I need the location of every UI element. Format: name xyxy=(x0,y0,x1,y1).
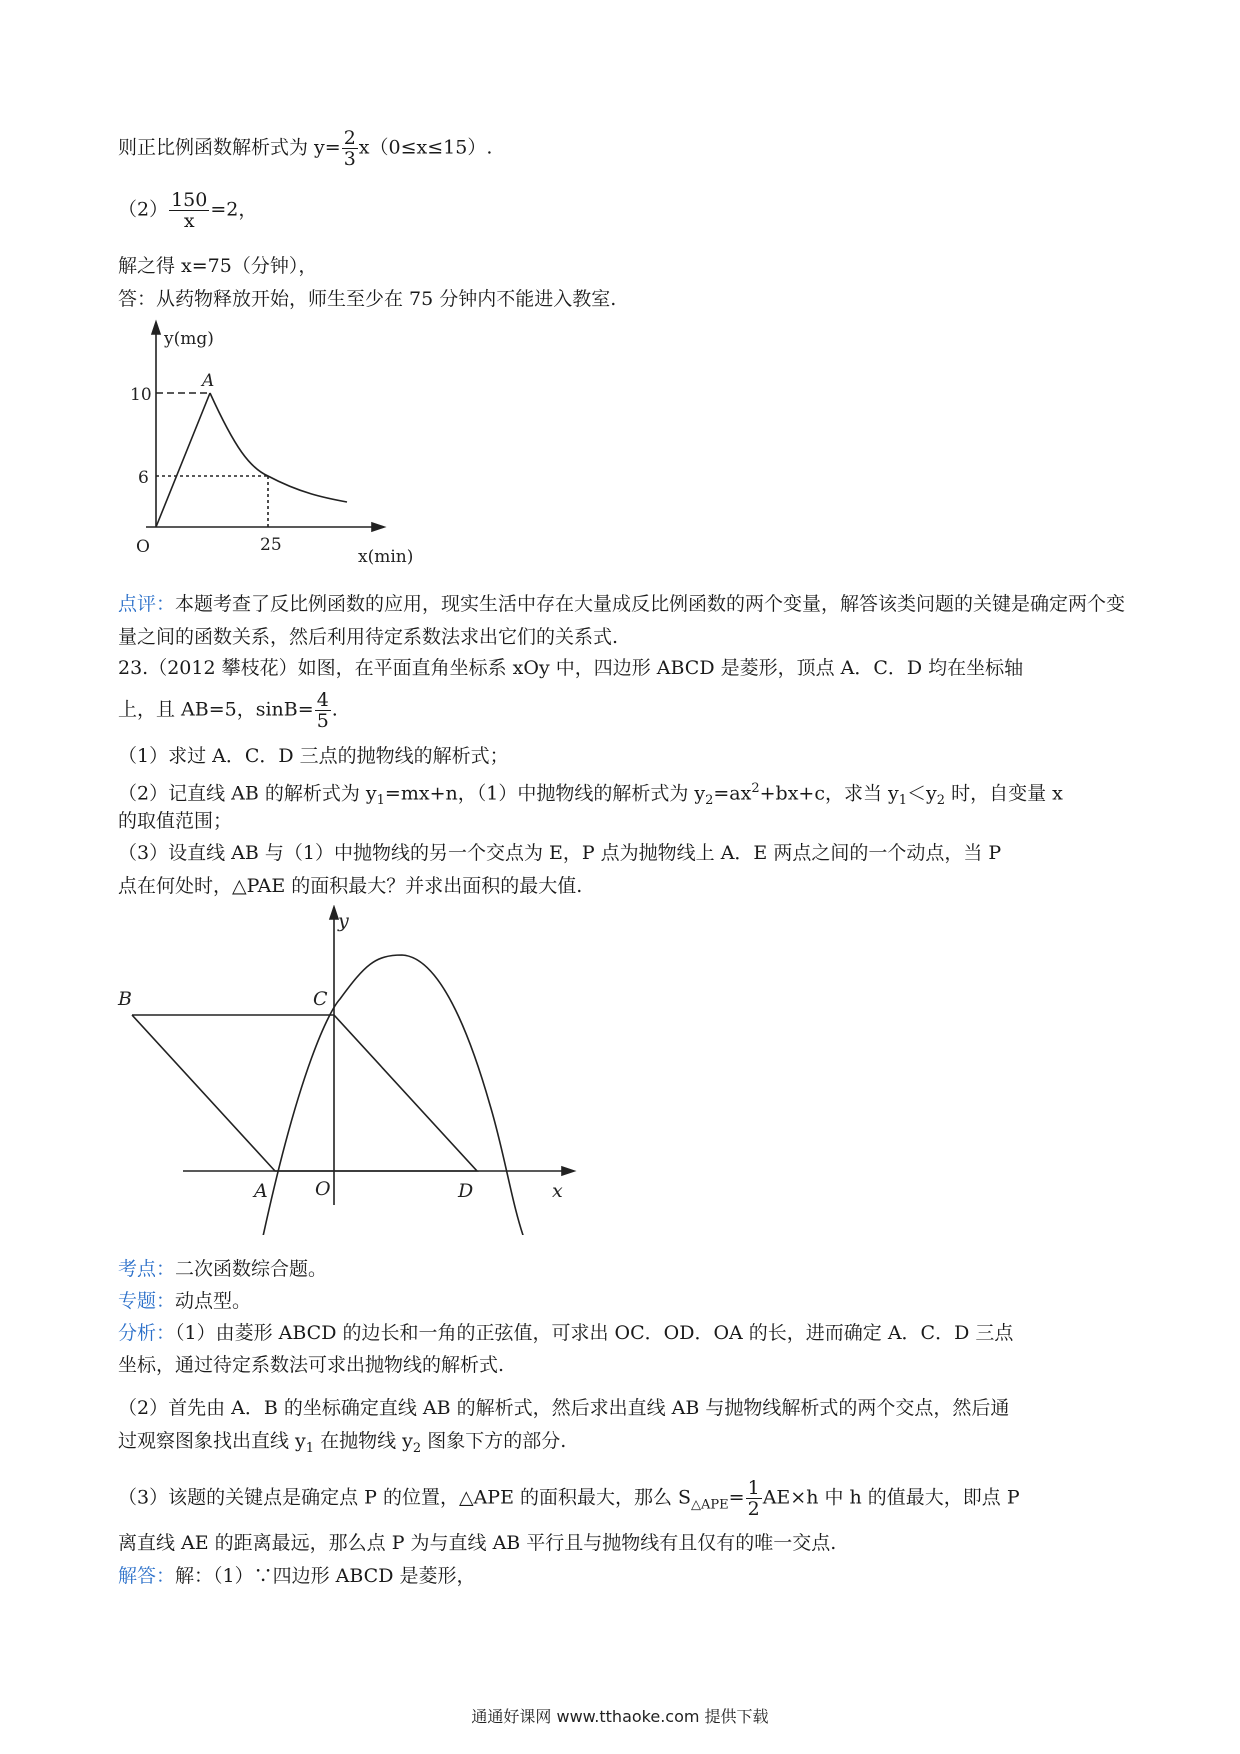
origin-label: O xyxy=(315,1178,331,1200)
x-axis-label: x xyxy=(552,1180,563,1202)
fraction: $\frac{4}{5}$ xyxy=(316,689,329,732)
subscript: 2 xyxy=(705,793,714,809)
question-line-1: 23.（2012 攀枝花）如图，在平面直角坐标系 xOy 中，四边形 ABCD 是菱形，顶点 A．C．D 均在坐标轴 xyxy=(118,657,1024,679)
parabola xyxy=(262,955,525,1235)
y-axis-label: y xyxy=(338,910,349,932)
y-tick-6: 6 xyxy=(138,468,149,488)
point-c-label: C xyxy=(313,988,328,1010)
text-segment: AE×h 中 h 的值最大，即点 P xyxy=(762,1486,1020,1509)
answer-line: 答：从药物释放开始，师生至少在 75 分钟内不能进入教室. xyxy=(118,288,617,310)
comment-label: 点评： xyxy=(118,593,176,615)
text-segment: = xyxy=(728,1486,745,1509)
y-axis-label: y(mg) xyxy=(164,329,214,349)
subscript: 1 xyxy=(376,793,385,809)
fenxi-line-1 xyxy=(118,1320,1013,1346)
rising-segment xyxy=(156,393,210,527)
text-segment: （2）记直线 AB 的解析式为 y xyxy=(118,782,377,805)
x-axis-arrow xyxy=(372,523,384,531)
rhombus-parabola-graph xyxy=(110,905,580,1235)
zhuanti-line xyxy=(118,1288,251,1314)
subquestion-3-cont: 点在何处时，△PAE 的面积最大？并求出面积的最大值. xyxy=(118,875,583,897)
text-segment: （3）该题的关键点是确定点 P 的位置，△APE 的面积最大，那么 S xyxy=(118,1486,692,1509)
y-axis-arrow xyxy=(330,907,338,919)
subquestion-2 xyxy=(118,776,1063,814)
solution-line: 解之得 x=75（分钟）， xyxy=(118,255,318,277)
point-d-label: D xyxy=(458,1180,474,1202)
text-segment: =mx+n，（1）中抛物线的解析式为 y xyxy=(384,782,706,805)
jieda-line xyxy=(118,1563,476,1589)
subquestion-2-cont: 的取值范围； xyxy=(118,810,233,832)
point-a-label: A xyxy=(202,371,215,391)
text-segment: =ax xyxy=(713,782,752,805)
y-tick-10: 10 xyxy=(130,385,152,405)
x-axis-arrow xyxy=(562,1167,574,1175)
text-segment: 在抛物线 y xyxy=(314,1430,413,1452)
comment-text: 本题考查了反比例函数的应用，现实生活中存在大量成反比例函数的两个变量，解答该类问题的关键是确定两个变量之间的函数关系，然后利用待定系数法求出它们的关系式. xyxy=(118,593,1126,648)
text-segment: 过观察图象找出直线 y xyxy=(118,1430,306,1452)
subscript: △APE xyxy=(691,1497,729,1513)
point-b-label: B xyxy=(118,988,132,1010)
zhuanti-label: 专题： xyxy=(118,1290,176,1312)
subquestion-3: （3）设直线 AB 与（1）中抛物线的另一个交点为 E，P 点为抛物线上 A．E 两点之间的一个动点，当 P xyxy=(118,842,1002,864)
jieda-label: 解答： xyxy=(118,1565,176,1587)
x-axis-label: x(min) xyxy=(358,547,414,567)
subscript: 1 xyxy=(898,793,908,809)
decay-curve xyxy=(210,393,347,502)
text-segment: =2， xyxy=(210,198,258,221)
superscript: 2 xyxy=(751,781,760,796)
text-segment: （2） xyxy=(118,198,169,221)
origin-label: O xyxy=(136,537,150,557)
fenxi-line-6: 离直线 AE 的距离最远，那么点 P 为与直线 AB 平行且与抛物线有且仅有的唯一交点. xyxy=(118,1532,837,1554)
fraction: $\frac{150}{x}$ xyxy=(171,189,208,232)
subscript: 2 xyxy=(936,793,946,809)
fenxi-line-3: （2）首先由 A．B 的坐标确定直线 AB 的解析式，然后求出直线 AB 与抛物线解析式的两个交点，然后通 xyxy=(118,1397,1010,1419)
fenxi-line-4 xyxy=(118,1428,566,1462)
fenxi-label: 分析： xyxy=(118,1322,176,1344)
zhuanti-text: 动点型。 xyxy=(175,1290,252,1312)
subscript: 2 xyxy=(412,1440,422,1456)
concentration-graph xyxy=(110,318,440,568)
subscript: 1 xyxy=(305,1440,315,1456)
fenxi-text: （1）由菱形 ABCD 的边长和一角的正弦值，可求出 OC．OD．OA 的长，进而确定 A．C．D 三点 xyxy=(175,1322,1014,1344)
y-axis-arrow xyxy=(152,322,160,334)
page-footer: 通通好课网 www.tthaoke.com 提供下载 xyxy=(471,1707,769,1726)
text-segment: 时，自变量 x xyxy=(945,782,1063,805)
kaodian-text: 二次函数综合题。 xyxy=(175,1258,328,1280)
jieda-text: 解：（1）∵四边形 ABCD 是菱形， xyxy=(175,1565,476,1587)
formula-line-1 xyxy=(118,128,492,169)
text-segment: 上，且 AB=5，sinB= xyxy=(118,698,314,721)
text-segment: 则正比例函数解析式为 y= xyxy=(118,136,341,159)
fenxi-line-5 xyxy=(118,1478,1020,1519)
subquestion-1: （1）求过 A．C．D 三点的抛物线的解析式； xyxy=(118,745,509,767)
text-segment: ＜y xyxy=(907,782,937,805)
text-segment: 图象下方的部分. xyxy=(421,1430,567,1452)
text-segment: x（0≤x≤15）. xyxy=(358,136,493,159)
formula-line-2 xyxy=(118,190,257,231)
fenxi-line-2: 坐标，通过待定系数法可求出抛物线的解析式. xyxy=(118,1354,505,1376)
x-tick-25: 25 xyxy=(260,535,282,555)
fraction: $\frac{1}{2}$ xyxy=(747,1477,760,1520)
text-segment: . xyxy=(331,698,338,721)
point-a-label: A xyxy=(254,1180,268,1202)
rhombus-abcd xyxy=(132,1015,477,1171)
fraction: $\frac{2}{3}$ xyxy=(343,127,356,170)
comment-paragraph xyxy=(118,588,1128,654)
kaodian-line xyxy=(118,1256,327,1282)
text-segment: +bx+c，求当 y xyxy=(759,782,899,805)
question-line-2 xyxy=(118,690,338,731)
kaodian-label: 考点： xyxy=(118,1258,176,1280)
